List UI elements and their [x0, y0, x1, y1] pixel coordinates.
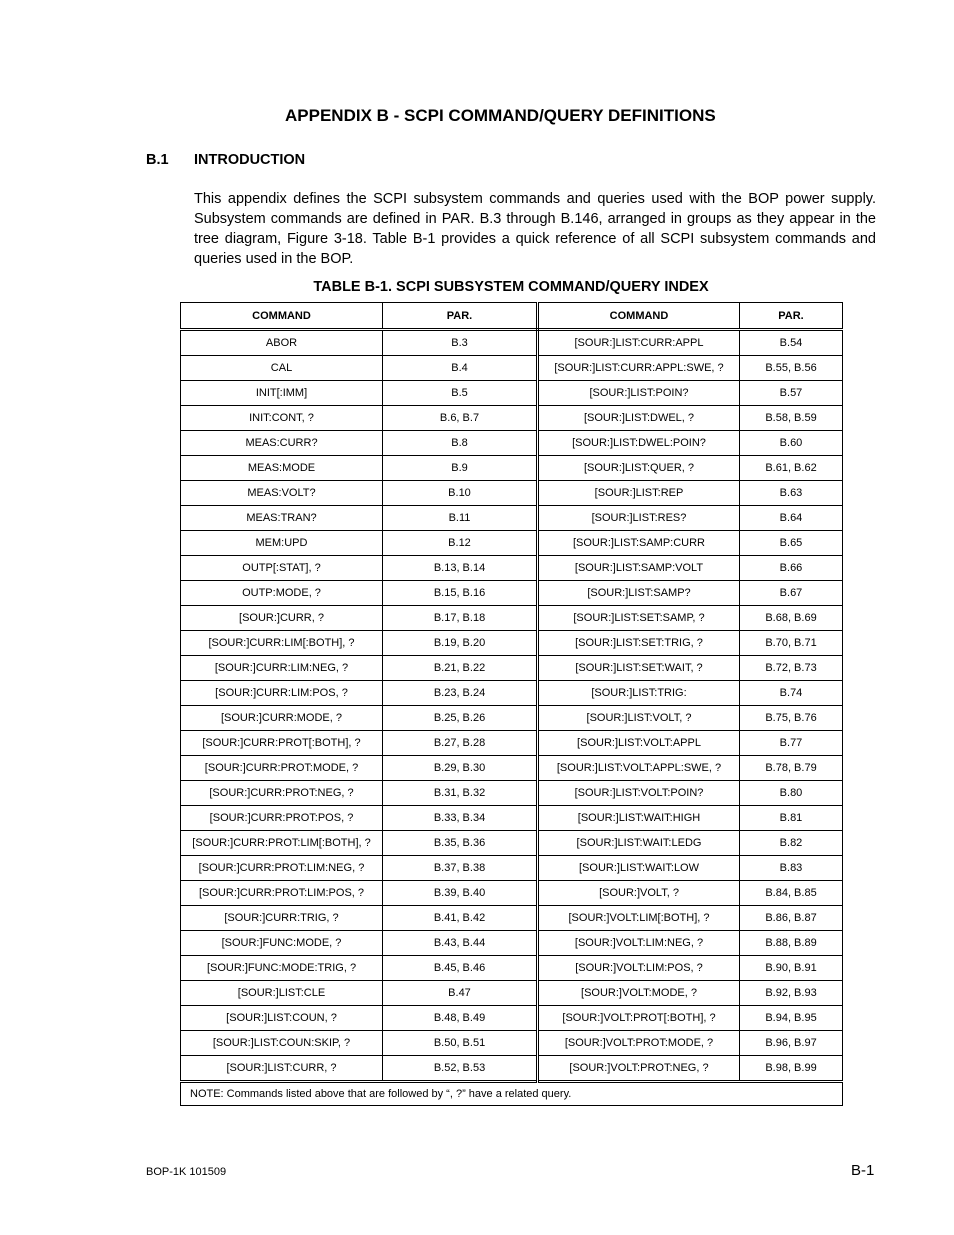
table-cell-par-right: B.54 — [740, 330, 843, 356]
table-cell-par-left: B.5 — [383, 381, 538, 406]
table-cell-command-left: [SOUR:]LIST:CLE — [181, 981, 383, 1006]
footer-page-number: B-1 — [851, 1162, 875, 1179]
header-command-right: COMMAND — [538, 303, 740, 330]
table-cell-par-right: B.90, B.91 — [740, 956, 843, 981]
table-cell-command-left: INIT:CONT, ? — [181, 406, 383, 431]
table-cell-par-left: B.37, B.38 — [383, 856, 538, 881]
table-cell-command-left: MEAS:TRAN? — [181, 506, 383, 531]
table-row — [181, 606, 843, 631]
table-cell-command-right: [SOUR:]LIST:TRIG: — [538, 681, 740, 706]
table-cell-par-right: B.83 — [740, 856, 843, 881]
table-cell-par-right: B.68, B.69 — [740, 606, 843, 631]
table-cell-par-right: B.77 — [740, 731, 843, 756]
table-cell-par-right: B.92, B.93 — [740, 981, 843, 1006]
table-cell-command-left: [SOUR:]CURR:PROT:LIM:POS, ? — [181, 881, 383, 906]
table-cell-par-left: B.47 — [383, 981, 538, 1006]
table-cell-par-left: B.13, B.14 — [383, 556, 538, 581]
header-command-left: COMMAND — [181, 303, 383, 330]
table-row — [181, 906, 843, 931]
table-cell-command-right: [SOUR:]LIST:CURR:APPL — [538, 330, 740, 356]
table-cell-par-left: B.17, B.18 — [383, 606, 538, 631]
table-cell-command-left: [SOUR:]CURR:PROT:POS, ? — [181, 806, 383, 831]
table-cell-par-left: B.25, B.26 — [383, 706, 538, 731]
table-cell-command-left: [SOUR:]FUNC:MODE:TRIG, ? — [181, 956, 383, 981]
table-cell-command-left: MEAS:VOLT? — [181, 481, 383, 506]
table-cell-par-right: B.72, B.73 — [740, 656, 843, 681]
table-cell-command-right: [SOUR:]LIST:CURR:APPL:SWE, ? — [538, 356, 740, 381]
table-cell-command-right: [SOUR:]LIST:RES? — [538, 506, 740, 531]
table-cell-par-left: B.33, B.34 — [383, 806, 538, 831]
table-cell-command-right: [SOUR:]LIST:POIN? — [538, 381, 740, 406]
page-title: APPENDIX B - SCPI COMMAND/QUERY DEFINITIONS — [285, 106, 716, 125]
table-row — [181, 931, 843, 956]
table-cell-command-left: [SOUR:]CURR:PROT:MODE, ? — [181, 756, 383, 781]
intro-paragraph: This appendix defines the SCPI subsystem commands and queries used with the BOP power supply. Subsystem commands are defined in PAR. B.3 through B.146, arranged in groups as they appear in the tree diagram, Figure 3-18. Table B-1 provides a quick reference of all SCPI subsystem commands and queries used in the BOP. — [194, 191, 876, 267]
table-cell-par-right: B.98, B.99 — [740, 1056, 843, 1082]
table-cell-command-left: [SOUR:]CURR:PROT:NEG, ? — [181, 781, 383, 806]
table-row — [181, 656, 843, 681]
table-cell-par-right: B.94, B.95 — [740, 1006, 843, 1031]
table-cell-command-left: OUTP[:STAT], ? — [181, 556, 383, 581]
table-cell-command-left: [SOUR:]CURR:PROT[:BOTH], ? — [181, 731, 383, 756]
table-cell-command-right: [SOUR:]VOLT:PROT:NEG, ? — [538, 1056, 740, 1082]
table-cell-par-left: B.8 — [383, 431, 538, 456]
table-row — [181, 330, 843, 356]
table-row — [181, 356, 843, 381]
footer-doc-id: BOP-1K 101509 — [146, 1166, 227, 1178]
table-note: NOTE: Commands listed above that are followed by “, ?” have a related query. — [181, 1082, 843, 1106]
table-cell-par-left: B.11 — [383, 506, 538, 531]
table-row — [181, 531, 843, 556]
table-cell-par-left: B.39, B.40 — [383, 881, 538, 906]
table-cell-par-left: B.23, B.24 — [383, 681, 538, 706]
table-cell-command-right: [SOUR:]VOLT, ? — [538, 881, 740, 906]
table-cell-par-right: B.81 — [740, 806, 843, 831]
table-row — [181, 406, 843, 431]
table-row — [181, 1006, 843, 1031]
table-row — [181, 681, 843, 706]
table-cell-command-right: [SOUR:]LIST:VOLT, ? — [538, 706, 740, 731]
table-cell-par-left: B.21, B.22 — [383, 656, 538, 681]
table-cell-par-right: B.58, B.59 — [740, 406, 843, 431]
table-cell-command-right: [SOUR:]LIST:VOLT:APPL:SWE, ? — [538, 756, 740, 781]
table-cell-command-right: [SOUR:]VOLT:LIM:NEG, ? — [538, 931, 740, 956]
table-row — [181, 556, 843, 581]
table-cell-par-left: B.31, B.32 — [383, 781, 538, 806]
table-cell-command-left: ABOR — [181, 330, 383, 356]
table-cell-command-left: MEAS:MODE — [181, 456, 383, 481]
table-cell-command-right: [SOUR:]LIST:SET:WAIT, ? — [538, 656, 740, 681]
table-cell-par-left: B.35, B.36 — [383, 831, 538, 856]
table-cell-par-right: B.60 — [740, 431, 843, 456]
table-row — [181, 1056, 843, 1082]
table-cell-command-left: [SOUR:]LIST:COUN:SKIP, ? — [181, 1031, 383, 1056]
table-row — [181, 731, 843, 756]
table-cell-par-right: B.64 — [740, 506, 843, 531]
table-cell-command-left: [SOUR:]CURR:LIM:POS, ? — [181, 681, 383, 706]
table-caption: TABLE B-1. SCPI SUBSYSTEM COMMAND/QUERY INDEX — [313, 279, 709, 295]
table-note-row — [181, 1082, 843, 1106]
header-par-left: PAR. — [383, 303, 538, 330]
section-number: B.1 — [146, 152, 169, 168]
table-cell-command-left: CAL — [181, 356, 383, 381]
table-cell-command-left: [SOUR:]FUNC:MODE, ? — [181, 931, 383, 956]
table-cell-command-right: [SOUR:]LIST:WAIT:LEDG — [538, 831, 740, 856]
table-cell-par-left: B.9 — [383, 456, 538, 481]
table-cell-command-right: [SOUR:]LIST:REP — [538, 481, 740, 506]
table-row — [181, 781, 843, 806]
header-par-right: PAR. — [740, 303, 843, 330]
table-cell-par-left: B.4 — [383, 356, 538, 381]
table-cell-par-left: B.3 — [383, 330, 538, 356]
table-cell-par-left: B.50, B.51 — [383, 1031, 538, 1056]
table-cell-par-left: B.45, B.46 — [383, 956, 538, 981]
table-cell-command-right: [SOUR:]VOLT:PROT[:BOTH], ? — [538, 1006, 740, 1031]
table-cell-command-left: MEM:UPD — [181, 531, 383, 556]
table-row — [181, 381, 843, 406]
table-cell-par-right: B.82 — [740, 831, 843, 856]
table-row — [181, 981, 843, 1006]
table-cell-command-left: [SOUR:]LIST:COUN, ? — [181, 1006, 383, 1031]
scpi-command-index-table — [180, 302, 843, 1106]
table-row — [181, 756, 843, 781]
table-cell-command-right: [SOUR:]VOLT:PROT:MODE, ? — [538, 1031, 740, 1056]
table-row — [181, 956, 843, 981]
table-cell-command-right: [SOUR:]LIST:VOLT:APPL — [538, 731, 740, 756]
table-cell-command-right: [SOUR:]LIST:SAMP? — [538, 581, 740, 606]
table-row — [181, 481, 843, 506]
table-cell-par-right: B.57 — [740, 381, 843, 406]
table-cell-par-left: B.27, B.28 — [383, 731, 538, 756]
table-cell-par-left: B.10 — [383, 481, 538, 506]
table-cell-command-right: [SOUR:]LIST:VOLT:POIN? — [538, 781, 740, 806]
table-cell-command-left: MEAS:CURR? — [181, 431, 383, 456]
table-cell-command-left: [SOUR:]LIST:CURR, ? — [181, 1056, 383, 1082]
table-cell-command-right: [SOUR:]VOLT:MODE, ? — [538, 981, 740, 1006]
table-cell-par-right: B.66 — [740, 556, 843, 581]
table-cell-par-right: B.78, B.79 — [740, 756, 843, 781]
table-row — [181, 631, 843, 656]
table-cell-command-left: [SOUR:]CURR:PROT:LIM:NEG, ? — [181, 856, 383, 881]
table-cell-par-right: B.74 — [740, 681, 843, 706]
table-cell-command-left: OUTP:MODE, ? — [181, 581, 383, 606]
table-cell-par-right: B.80 — [740, 781, 843, 806]
table-cell-par-right: B.84, B.85 — [740, 881, 843, 906]
table-row — [181, 831, 843, 856]
table-cell-par-right: B.75, B.76 — [740, 706, 843, 731]
table-row — [181, 806, 843, 831]
table-cell-par-left: B.41, B.42 — [383, 906, 538, 931]
table-cell-command-left: [SOUR:]CURR, ? — [181, 606, 383, 631]
table-row — [181, 706, 843, 731]
table-cell-command-right: [SOUR:]VOLT:LIM:POS, ? — [538, 956, 740, 981]
table-cell-par-right: B.55, B.56 — [740, 356, 843, 381]
table-cell-par-left: B.29, B.30 — [383, 756, 538, 781]
table-cell-command-left: [SOUR:]CURR:LIM[:BOTH], ? — [181, 631, 383, 656]
table-cell-par-left: B.48, B.49 — [383, 1006, 538, 1031]
table-row — [181, 881, 843, 906]
table-row — [181, 581, 843, 606]
table-cell-command-left: INIT[:IMM] — [181, 381, 383, 406]
table-cell-command-left: [SOUR:]CURR:LIM:NEG, ? — [181, 656, 383, 681]
table-cell-command-right: [SOUR:]LIST:WAIT:HIGH — [538, 806, 740, 831]
table-cell-par-right: B.63 — [740, 481, 843, 506]
table-cell-par-right: B.65 — [740, 531, 843, 556]
table-cell-command-left: [SOUR:]CURR:PROT:LIM[:BOTH], ? — [181, 831, 383, 856]
table-cell-par-left: B.12 — [383, 531, 538, 556]
table-cell-par-left: B.15, B.16 — [383, 581, 538, 606]
table-row — [181, 856, 843, 881]
table-cell-command-right: [SOUR:]LIST:SAMP:CURR — [538, 531, 740, 556]
table-cell-par-right: B.70, B.71 — [740, 631, 843, 656]
table-cell-par-right: B.61, B.62 — [740, 456, 843, 481]
table-cell-par-right: B.67 — [740, 581, 843, 606]
table-cell-command-right: [SOUR:]LIST:SET:TRIG, ? — [538, 631, 740, 656]
table-cell-par-left: B.52, B.53 — [383, 1056, 538, 1082]
table-row — [181, 1031, 843, 1056]
table-cell-command-right: [SOUR:]LIST:QUER, ? — [538, 456, 740, 481]
table-cell-command-right: [SOUR:]LIST:WAIT:LOW — [538, 856, 740, 881]
table-body — [181, 330, 843, 1082]
table-cell-command-left: [SOUR:]CURR:MODE, ? — [181, 706, 383, 731]
table-cell-par-left: B.43, B.44 — [383, 931, 538, 956]
table-cell-command-right: [SOUR:]LIST:DWEL:POIN? — [538, 431, 740, 456]
table-cell-command-right: [SOUR:]LIST:DWEL, ? — [538, 406, 740, 431]
table-row — [181, 506, 843, 531]
table-row — [181, 431, 843, 456]
table-row — [181, 456, 843, 481]
table-cell-par-right: B.96, B.97 — [740, 1031, 843, 1056]
table-header-row — [181, 303, 843, 330]
table-cell-par-left: B.19, B.20 — [383, 631, 538, 656]
table-cell-command-left: [SOUR:]CURR:TRIG, ? — [181, 906, 383, 931]
section-title: INTRODUCTION — [194, 152, 306, 168]
table-cell-par-left: B.6, B.7 — [383, 406, 538, 431]
table-cell-command-right: [SOUR:]LIST:SET:SAMP, ? — [538, 606, 740, 631]
table-cell-par-right: B.88, B.89 — [740, 931, 843, 956]
table-cell-command-right: [SOUR:]VOLT:LIM[:BOTH], ? — [538, 906, 740, 931]
table-cell-command-right: [SOUR:]LIST:SAMP:VOLT — [538, 556, 740, 581]
table-cell-par-right: B.86, B.87 — [740, 906, 843, 931]
